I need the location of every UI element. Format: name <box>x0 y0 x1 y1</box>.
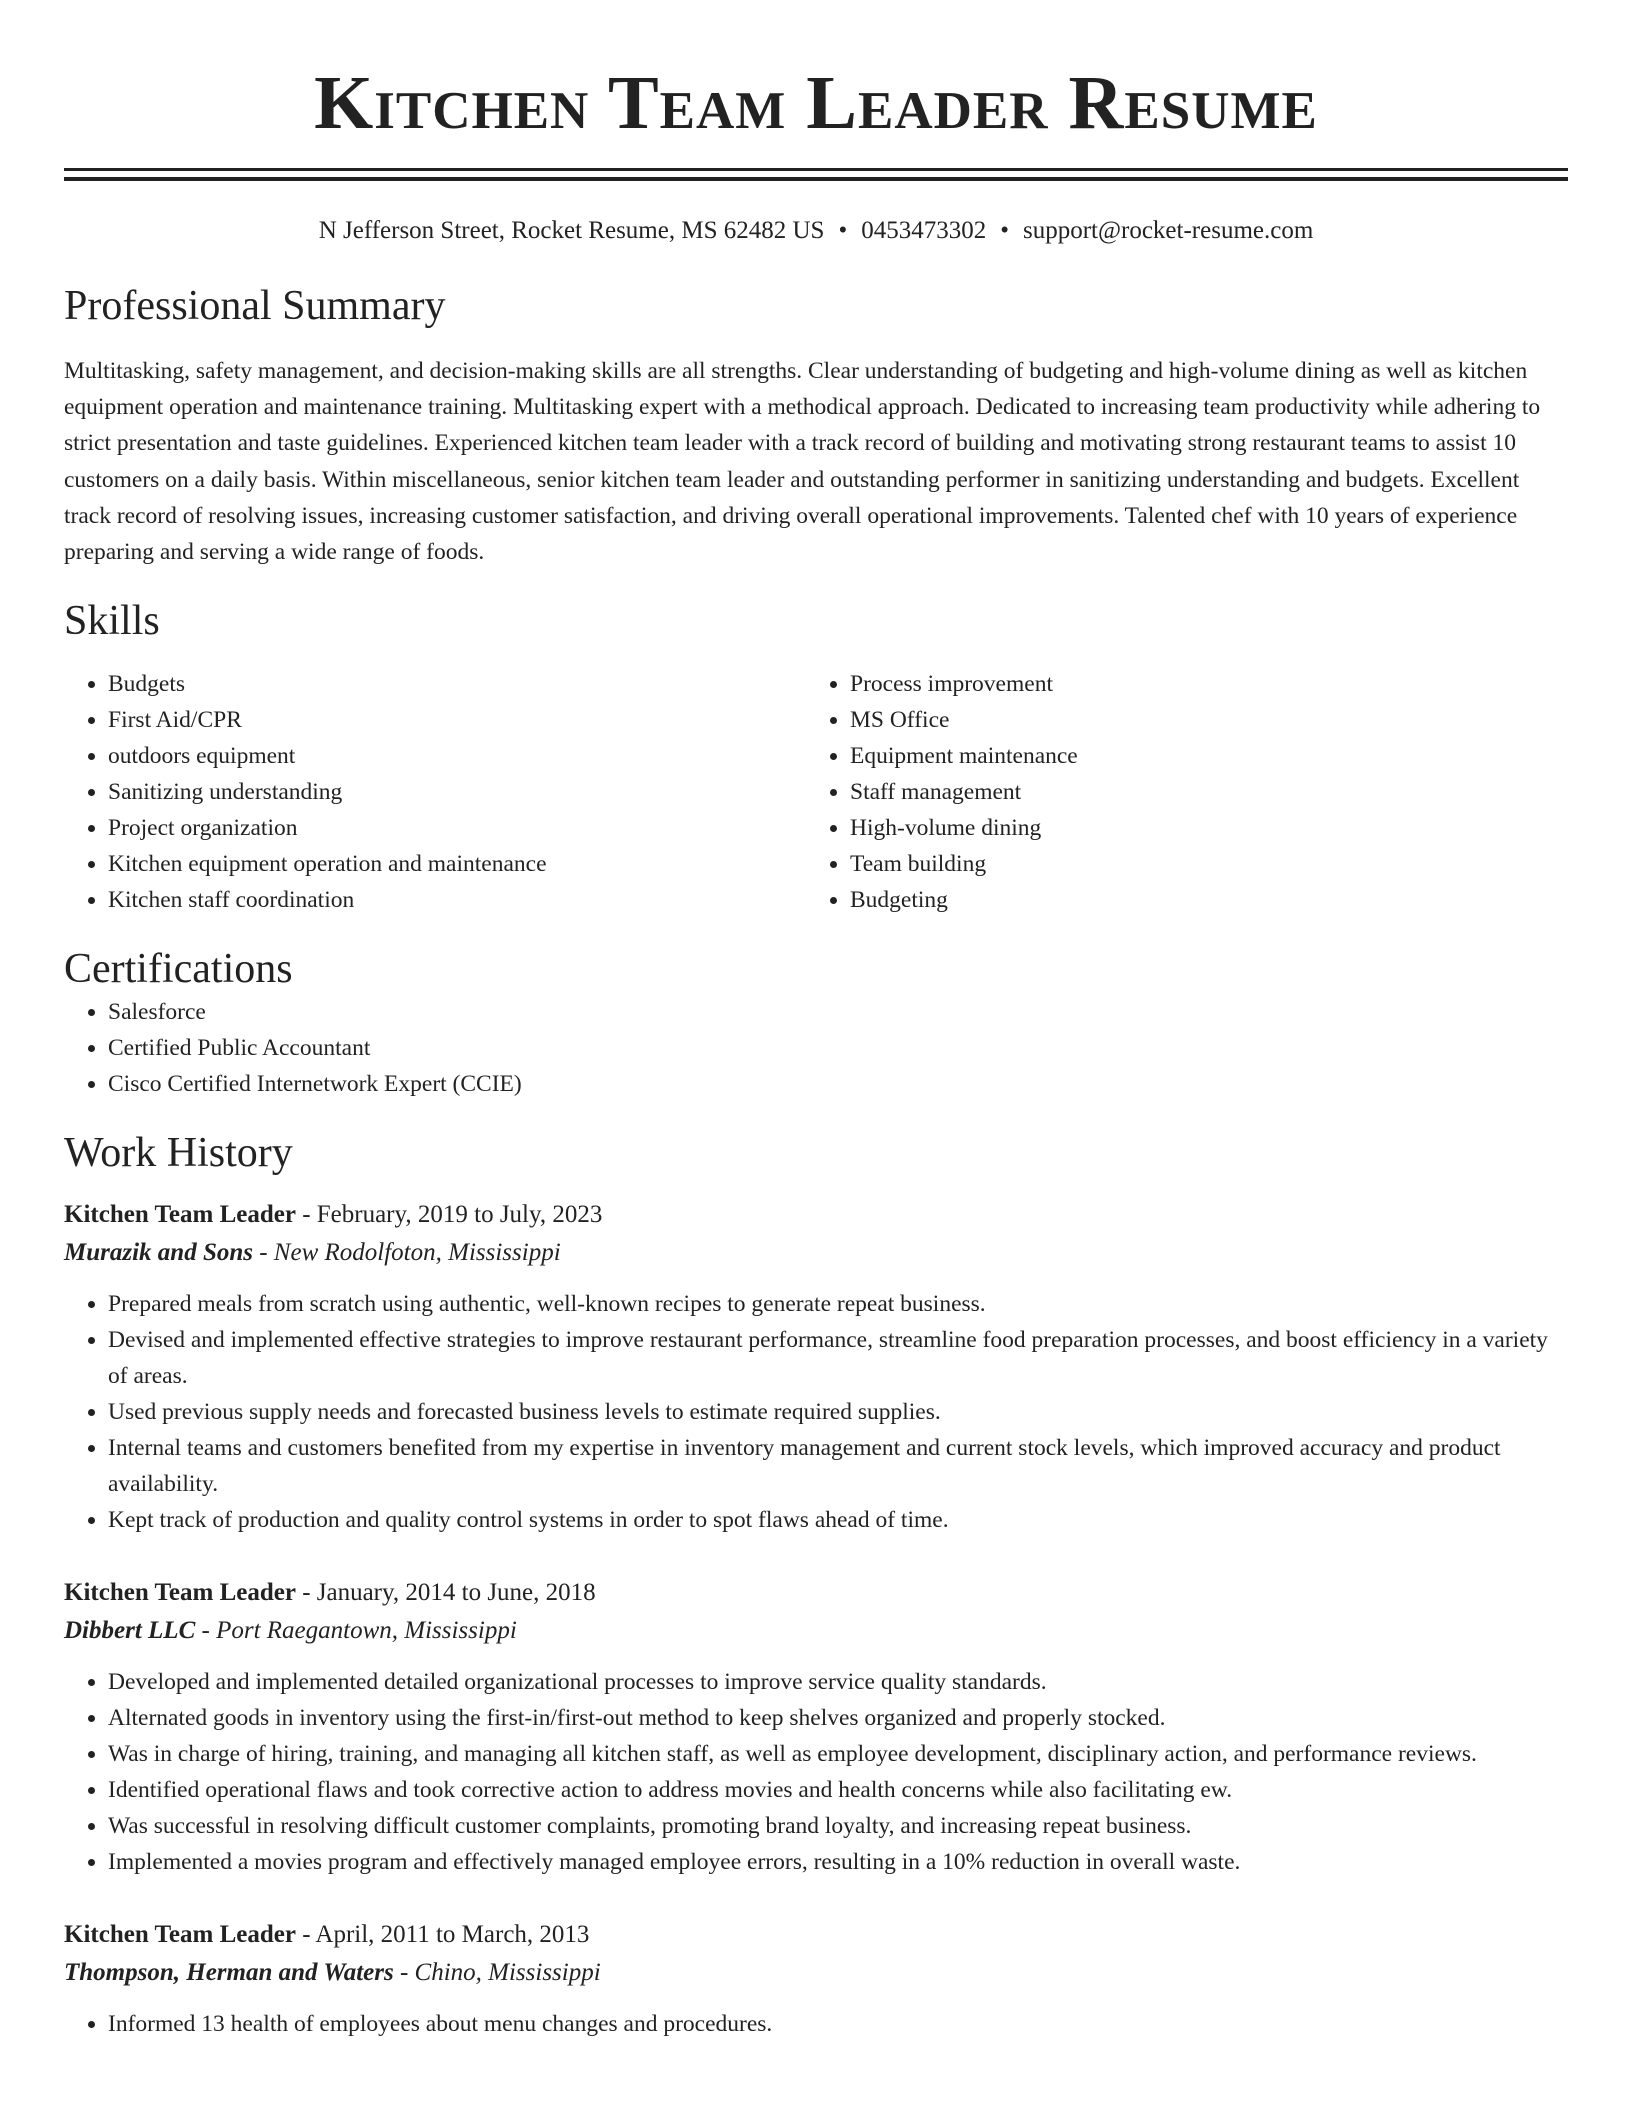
job-company-line <box>64 1612 1568 1650</box>
job-entry <box>64 1574 1568 1880</box>
skill-item: • Sanitizing understanding <box>108 774 806 810</box>
job-dates: - April, 2011 to March, 2013 <box>295 1921 590 1949</box>
job-bullet: • Identified operational flaws and took corrective action to address movies and health concerns while also facilitating ew. <box>108 1772 1568 1808</box>
skill-item: • Kitchen staff coordination <box>108 882 806 918</box>
job-bullet: • Implemented a movies program and effectively managed employee errors, resulting in a 10% reduction in overall waste. <box>108 1844 1568 1880</box>
job-bullet: • Devised and implemented effective strategies to improve restaurant performance, streamline food preparation processes, and boost efficiency in a variety of areas. <box>108 1322 1568 1394</box>
section-heading-work-history: Work History <box>64 1130 293 1177</box>
job-title-line <box>64 1916 1568 1954</box>
title-divider <box>64 168 1568 181</box>
resume-title: Kitchen Team Leader Resume <box>314 61 1318 145</box>
job-bullets <box>64 1664 1568 1880</box>
job-company: Dibbert LLC <box>64 1617 196 1645</box>
skills-list-left <box>64 666 806 918</box>
certification-item: • Salesforce <box>108 994 1568 1030</box>
job-title-line <box>64 1574 1568 1612</box>
certification-item: • Cisco Certified Internetwork Expert (CCIE) <box>108 1066 1568 1102</box>
job-company: Murazik and Sons <box>64 1239 253 1267</box>
certifications-list <box>64 994 1568 1102</box>
job-company: Thompson, Herman and Waters <box>64 1959 394 1987</box>
job-bullet: • Alternated goods in inventory using the first-in/first-out method to keep shelves organized and properly stocked. <box>108 1700 1568 1736</box>
job-bullet: • Developed and implemented detailed organizational processes to improve service quality standards. <box>108 1664 1568 1700</box>
skill-item: • Equipment maintenance <box>850 738 1548 774</box>
job-bullets <box>64 1286 1568 1538</box>
section-heading-skills: Skills <box>64 598 160 645</box>
skill-item: • Budgets <box>108 666 806 702</box>
skill-item: • outdoors equipment <box>108 738 806 774</box>
summary-text: Multitasking, safety management, and decision-making skills are all strengths. Clear understanding of budgeting and high-volume dining as well as kitchen equipment operation and maintenance training. Multitasking expert with a methodical approach. Dedicated to increasing team productivity while adhering to strict presentation and taste guidelines. Experienced kitchen team leader with a track record of building and motivating strong restaurant teams to assist 10 customers on a daily basis. Within miscellaneous, senior kitchen team leader and outstanding performer in sanitizing understanding and budgets. Excellent track record of resolving issues, increasing customer satisfaction, and driving overall operational improvements. Talented chef with 10 years of experience preparing and serving a wide range of foods. <box>64 358 1541 566</box>
skill-item: • Team building <box>850 846 1548 882</box>
job-bullet: • Informed 13 health of employees about menu changes and procedures. <box>108 2006 1568 2042</box>
contact-address: N Jefferson Street, Rocket Resume, MS 62482 US <box>318 217 825 244</box>
job-title: Kitchen Team Leader <box>64 1921 296 1949</box>
job-bullet: • Was successful in resolving difficult customer complaints, promoting brand loyalty, and increasing repeat business. <box>108 1808 1568 1844</box>
job-location: - Chino, Mississippi <box>393 1959 601 1987</box>
job-title: Kitchen Team Leader <box>64 1201 296 1229</box>
skill-item: • High-volume dining <box>850 810 1548 846</box>
job-bullets <box>64 2006 1568 2042</box>
section-heading-certifications: Certifications <box>64 946 293 993</box>
contact-separator: • <box>838 217 848 244</box>
skills-list-right <box>806 666 1548 918</box>
job-entry <box>64 1196 1568 1538</box>
contact-email[interactable]: support@rocket-resume.com <box>1022 217 1314 244</box>
job-bullet: • Internal teams and customers benefited from my expertise in inventory management and current stock levels, which improved accuracy and product availability. <box>108 1430 1568 1502</box>
job-bullet: • Kept track of production and quality control systems in order to spot flaws ahead of time. <box>108 1502 1568 1538</box>
contact-line <box>64 213 1568 249</box>
skill-item: • Project organization <box>108 810 806 846</box>
skill-item: • Budgeting <box>850 882 1548 918</box>
job-bullet: • Was in charge of hiring, training, and managing all kitchen staff, as well as employee development, disciplinary action, and performance reviews. <box>108 1736 1568 1772</box>
section-heading-summary: Professional Summary <box>64 283 446 329</box>
skills-columns <box>64 666 1568 918</box>
job-dates: - January, 2014 to June, 2018 <box>295 1579 596 1607</box>
job-dates: - February, 2019 to July, 2023 <box>295 1201 603 1229</box>
job-location: - New Rodolfoton, Mississippi <box>252 1239 561 1267</box>
job-entry <box>64 1916 1568 2042</box>
skill-item: • Kitchen equipment operation and maintenance <box>108 846 806 882</box>
skill-item: • First Aid/CPR <box>108 702 806 738</box>
resume-page <box>64 0 1568 2042</box>
contact-phone: 0453473302 <box>861 217 987 244</box>
certification-item: • Certified Public Accountant <box>108 1030 1568 1066</box>
skill-item: • MS Office <box>850 702 1548 738</box>
job-title: Kitchen Team Leader <box>64 1579 296 1607</box>
job-company-line <box>64 1234 1568 1272</box>
job-bullet: • Used previous supply needs and forecasted business levels to estimate required supplies. <box>108 1394 1568 1430</box>
job-bullet: • Prepared meals from scratch using authentic, well-known recipes to generate repeat business. <box>108 1286 1568 1322</box>
job-company-line <box>64 1954 1568 1992</box>
skill-item: • Process improvement <box>850 666 1548 702</box>
contact-separator: • <box>1000 217 1009 244</box>
job-title-line <box>64 1196 1568 1234</box>
skill-item: • Staff management <box>850 774 1548 810</box>
job-location: - Port Raegantown, Mississippi <box>195 1617 517 1645</box>
